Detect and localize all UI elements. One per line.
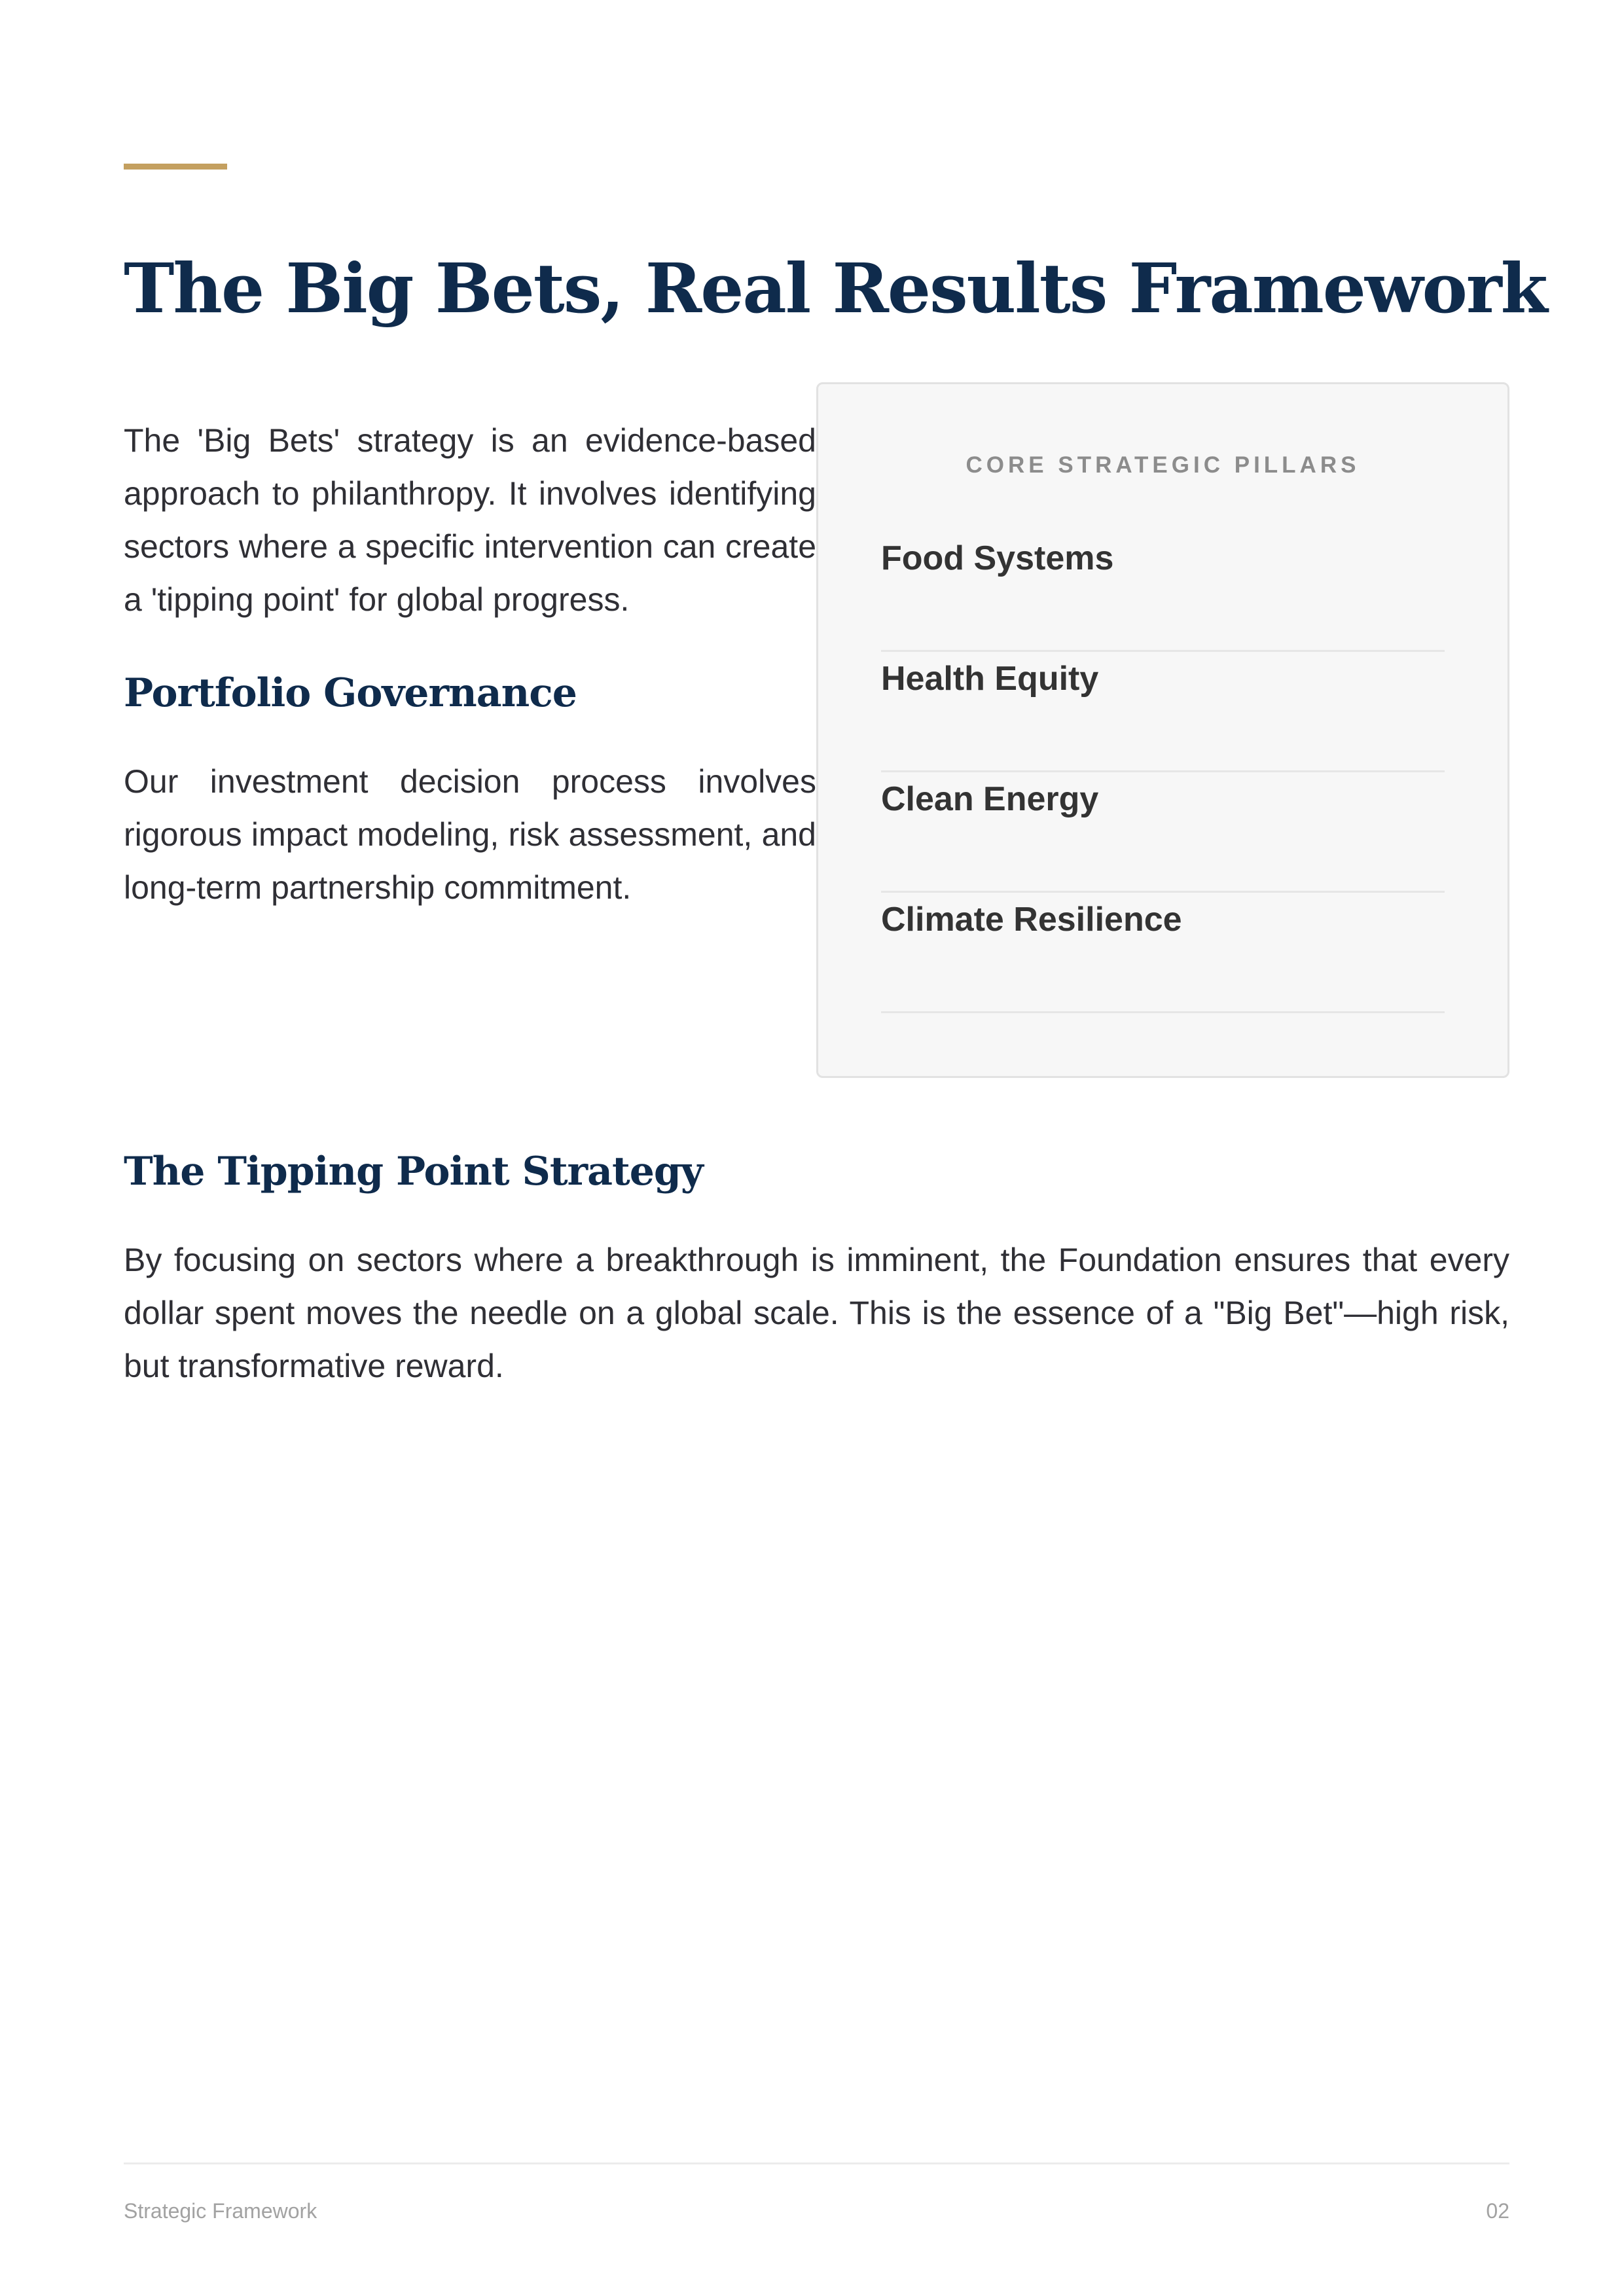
pillar-label: Climate Resilience	[881, 901, 1182, 939]
pillars-panel-title: CORE STRATEGIC PILLARS	[965, 452, 1360, 478]
pillars-list	[881, 533, 1445, 1013]
pillar-item-food-systems	[881, 533, 1445, 652]
footer-section-label: Strategic Framework	[124, 2199, 317, 2223]
governance-heading: Portfolio Governance	[124, 670, 577, 716]
intro-paragraph: The 'Big Bets' strategy is an evidence-based approach to philanthropy. It involves identifying sectors where a specific intervention can create a 'tipping point' for global progress.	[124, 422, 816, 618]
page-title: The Big Bets, Real Results Framework	[124, 248, 1547, 329]
pillar-item-climate-resilience	[881, 895, 1445, 1013]
pillar-label: Health Equity	[881, 660, 1099, 698]
left-column	[124, 414, 816, 914]
tipping-point-heading: The Tipping Point Strategy	[124, 1149, 703, 1194]
pillar-item-health-equity	[881, 654, 1445, 772]
accent-bar	[124, 164, 227, 170]
pillar-label: Food Systems	[881, 539, 1114, 577]
document-page	[124, 0, 1547, 2296]
governance-paragraph: Our investment decision process involves rigorous impact modeling, risk assessment, and long-term partnership commitment.	[124, 763, 816, 906]
pillar-item-clean-energy	[881, 774, 1445, 893]
footer-divider	[124, 2162, 1509, 2164]
tipping-point-section	[124, 1142, 1509, 1393]
footer-page-number: 02	[1486, 2199, 1509, 2223]
tipping-point-paragraph: By focusing on sectors where a breakthrough is imminent, the Foundation ensures that every dollar spent moves the needle on a global scale. This is the essence of a "Big Bet"—high risk, but transformative reward.	[124, 1242, 1509, 1384]
pillars-panel	[816, 382, 1509, 1078]
pillar-label: Clean Energy	[881, 780, 1099, 818]
